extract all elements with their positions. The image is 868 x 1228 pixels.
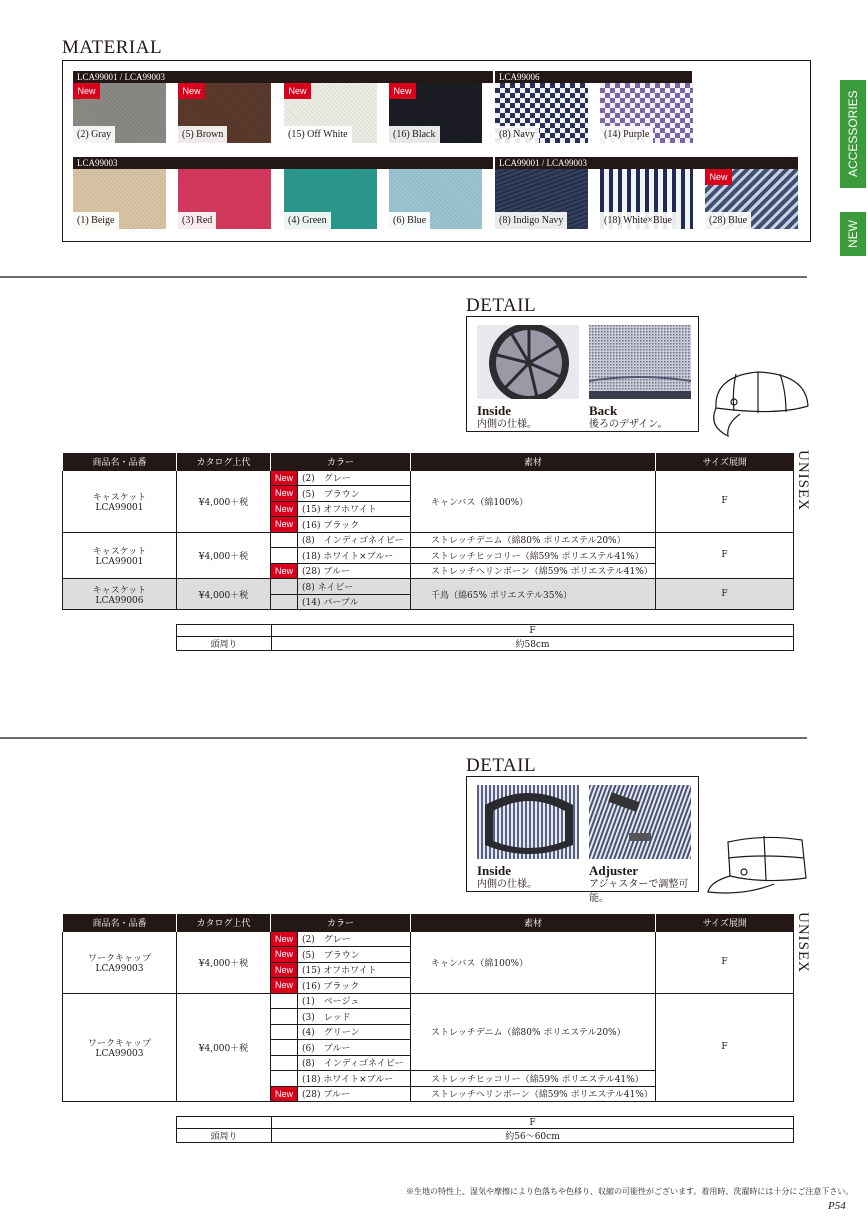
- swatch-label: (1) Beige: [73, 212, 119, 229]
- size-table: [176, 624, 794, 651]
- swatch-label: (28) Blue: [705, 212, 751, 229]
- material-cell: キャンバス（綿100%）: [411, 470, 656, 532]
- table-header: 素材: [411, 914, 656, 931]
- material-cell: ストレッチデニム（綿80% ポリエステル20%）: [411, 532, 656, 548]
- detail-caption-inside: [477, 403, 537, 432]
- swatch-gray: [73, 83, 166, 143]
- work-cap-inside-photo: [477, 785, 579, 859]
- badge-empty: [271, 594, 298, 610]
- color-cell: (8) インディゴネイビー: [298, 532, 411, 548]
- swatch-herringbone-blue: [705, 169, 798, 229]
- swatch-label: (3) Red: [178, 212, 216, 229]
- price-cell: ¥4,000＋税: [177, 470, 271, 532]
- size-cell: F: [656, 579, 794, 610]
- new-badge: New: [271, 517, 298, 533]
- spec-table: [62, 914, 794, 1102]
- product-name-cell: キャスケット LCA99006: [63, 579, 177, 610]
- size-corner: [177, 1117, 272, 1129]
- work-cap-line-drawing: [704, 832, 810, 898]
- badge-empty: [271, 548, 298, 564]
- table-row: [63, 470, 794, 486]
- swatch-label: (4) Green: [284, 212, 331, 229]
- new-badge: New: [271, 486, 298, 502]
- badge-empty: [271, 532, 298, 548]
- color-cell: (4) グリーン: [298, 1024, 411, 1040]
- color-cell: (15) オフホワイト: [298, 501, 411, 517]
- tab-new[interactable]: NEW: [840, 212, 866, 256]
- swatch-off-white: [284, 83, 377, 143]
- new-badge: New: [284, 83, 311, 99]
- price-cell: ¥4,000＋税: [177, 931, 271, 993]
- group-code-header: LCA99003: [73, 157, 493, 169]
- color-cell: (6) ブルー: [298, 1040, 411, 1056]
- footnote: ※生地の特性上、湿気や摩擦により色落ちや色移り、収縮の可能性がございます。着用時、洗濯時には十分にご注意下さい。: [406, 1187, 854, 1196]
- color-cell: (2) グレー: [298, 931, 411, 947]
- color-cell: (18) ホワイト×ブルー: [298, 548, 411, 564]
- table-header: カラー: [271, 914, 411, 931]
- table-header: 商品名・品番: [63, 453, 177, 470]
- size-row-value: 約56～60cm: [272, 1129, 794, 1143]
- size-cell: F: [656, 532, 794, 579]
- size-cell: F: [656, 993, 794, 1102]
- size-table: [176, 1116, 794, 1143]
- badge-empty: [271, 1009, 298, 1025]
- detail-caption-sub: 内側の仕様。: [477, 419, 537, 430]
- swatch-label: (18) White×Blue: [600, 212, 676, 229]
- detail-caption-inside: [477, 863, 537, 892]
- swatch-brown: [178, 83, 271, 143]
- swatch-label: (8) Navy: [495, 126, 539, 143]
- cap-inside-photo: [477, 325, 579, 399]
- new-badge: New: [271, 962, 298, 978]
- size-row-label: 頭周り: [177, 637, 272, 651]
- price-cell: ¥4,000＋税: [177, 993, 271, 1102]
- size-cell: F: [656, 931, 794, 993]
- badge-empty: [271, 1071, 298, 1087]
- swatch-white-blue: [600, 169, 693, 229]
- new-badge: New: [73, 83, 100, 99]
- material-cell: 千鳥（綿65% ポリエステル35%）: [411, 579, 656, 610]
- work-cap-adjuster-photo: [589, 785, 691, 859]
- size-value-header: F: [272, 1117, 794, 1129]
- material-cell: キャンバス（綿100%）: [411, 931, 656, 993]
- color-cell: (2) グレー: [298, 470, 411, 486]
- detail-caption-back: [589, 403, 668, 432]
- product-name-cell: キャスケット LCA99001: [63, 532, 177, 579]
- color-cell: (18) ホワイト×ブルー: [298, 1071, 411, 1087]
- size-value-header: F: [272, 625, 794, 637]
- swatch-black: [389, 83, 482, 143]
- new-badge: New: [271, 563, 298, 579]
- detail-caption-sub: アジャスターで調整可能。: [589, 879, 689, 904]
- color-cell: (16) ブラック: [298, 978, 411, 994]
- size-row-value: 約58cm: [272, 637, 794, 651]
- table-row: [63, 579, 794, 595]
- size-row-label: 頭周り: [177, 1129, 272, 1143]
- swatch-purple: [600, 83, 693, 143]
- swatch-label: (8) Indigo Navy: [495, 212, 567, 229]
- detail-caption-sub: 後ろのデザイン。: [589, 419, 668, 430]
- color-cell: (28) ブルー: [298, 563, 411, 579]
- detail-caption-title: Inside: [477, 403, 511, 418]
- size-corner: [177, 625, 272, 637]
- new-badge: New: [271, 501, 298, 517]
- color-cell: (15) オフホワイト: [298, 962, 411, 978]
- table-header: カタログ上代: [177, 914, 271, 931]
- swatch-label: (2) Gray: [73, 126, 115, 143]
- color-cell: (8) ネイビー: [298, 579, 411, 595]
- badge-empty: [271, 1055, 298, 1071]
- badge-empty: [271, 1024, 298, 1040]
- new-badge: New: [271, 931, 298, 947]
- color-cell: (3) レッド: [298, 1009, 411, 1025]
- color-cell: (8) インディゴネイビー: [298, 1055, 411, 1071]
- table-header: サイズ展開: [656, 453, 794, 470]
- group-code-header: LCA99001 / LCA99003: [73, 71, 493, 83]
- page-number: P54: [828, 1200, 846, 1212]
- product-name-cell: キャスケット LCA99001: [63, 470, 177, 532]
- material-cell: ストレッチヘリンボーン（綿59% ポリエステル41%）: [411, 1086, 656, 1102]
- unisex-label: UNISEX: [795, 912, 811, 973]
- detail-caption-title: Inside: [477, 863, 511, 878]
- group-code-header: LCA99001 / LCA99003: [495, 157, 798, 169]
- detail-caption-title: Back: [589, 403, 618, 418]
- cap-back-photo: [589, 325, 691, 399]
- swatch-label: (16) Black: [389, 126, 440, 143]
- swatch-blue: [389, 169, 482, 229]
- badge-empty: [271, 993, 298, 1009]
- new-badge: New: [389, 83, 416, 99]
- color-cell: (16) ブラック: [298, 517, 411, 533]
- table-header: カタログ上代: [177, 453, 271, 470]
- color-cell: (5) ブラウン: [298, 486, 411, 502]
- color-cell: (28) ブルー: [298, 1086, 411, 1102]
- color-cell: (5) ブラウン: [298, 947, 411, 963]
- new-badge: New: [178, 83, 205, 99]
- detail-caption-adjuster: [589, 863, 698, 906]
- price-cell: ¥4,000＋税: [177, 532, 271, 579]
- table-header: カラー: [271, 453, 411, 470]
- detail-box: [466, 316, 699, 432]
- material-title: MATERIAL: [62, 37, 163, 58]
- detail-box: [466, 776, 699, 904]
- swatch-label: (15) Off White: [284, 126, 352, 143]
- swatch-label: (5) Brown: [178, 126, 227, 143]
- material-swatch-panel: [62, 60, 811, 242]
- table-header: サイズ展開: [656, 914, 794, 931]
- table-row: [63, 532, 794, 548]
- badge-empty: [271, 579, 298, 595]
- tab-accessories[interactable]: ACCESSORIES: [840, 80, 866, 188]
- table-row: [63, 931, 794, 947]
- badge-empty: [271, 1040, 298, 1056]
- material-cell: ストレッチデニム（綿80% ポリエステル20%）: [411, 993, 656, 1071]
- material-cell: ストレッチヘリンボーン（綿59% ポリエステル41%）: [411, 563, 656, 579]
- unisex-label: UNISEX: [795, 450, 811, 511]
- detail-title: DETAIL: [466, 755, 537, 776]
- new-badge: New: [271, 470, 298, 486]
- group-code-header: LCA99006: [495, 71, 692, 83]
- swatch-navy: [495, 83, 588, 143]
- product-name-cell: ワークキャップ LCA99003: [63, 993, 177, 1102]
- swatch-label: (6) Blue: [389, 212, 430, 229]
- detail-caption-title: Adjuster: [589, 863, 639, 878]
- swatch-beige: [73, 169, 166, 229]
- color-cell: (1) ベージュ: [298, 993, 411, 1009]
- new-badge: New: [705, 169, 732, 185]
- casquette-line-drawing: [706, 366, 812, 440]
- color-cell: (14) パープル: [298, 594, 411, 610]
- section-divider: [0, 737, 807, 739]
- spec-table: [62, 453, 794, 610]
- swatch-indigo-navy: [495, 169, 588, 229]
- material-cell: ストレッチヒッコリー（綿59% ポリエステル41%）: [411, 1071, 656, 1087]
- new-badge: New: [271, 978, 298, 994]
- table-header: 商品名・品番: [63, 914, 177, 931]
- detail-caption-sub: 内側の仕様。: [477, 879, 537, 890]
- swatch-green: [284, 169, 377, 229]
- swatch-label: (14) Purple: [600, 126, 653, 143]
- table-header: 素材: [411, 453, 656, 470]
- price-cell: ¥4,000＋税: [177, 579, 271, 610]
- table-row: [63, 993, 794, 1009]
- new-badge: New: [271, 947, 298, 963]
- new-badge: New: [271, 1086, 298, 1102]
- section-divider: [0, 276, 807, 278]
- detail-title: DETAIL: [466, 295, 537, 316]
- product-name-cell: ワークキャップ LCA99003: [63, 931, 177, 993]
- material-cell: ストレッチヒッコリー（綿59% ポリエステル41%）: [411, 548, 656, 564]
- swatch-red: [178, 169, 271, 229]
- size-cell: F: [656, 470, 794, 532]
